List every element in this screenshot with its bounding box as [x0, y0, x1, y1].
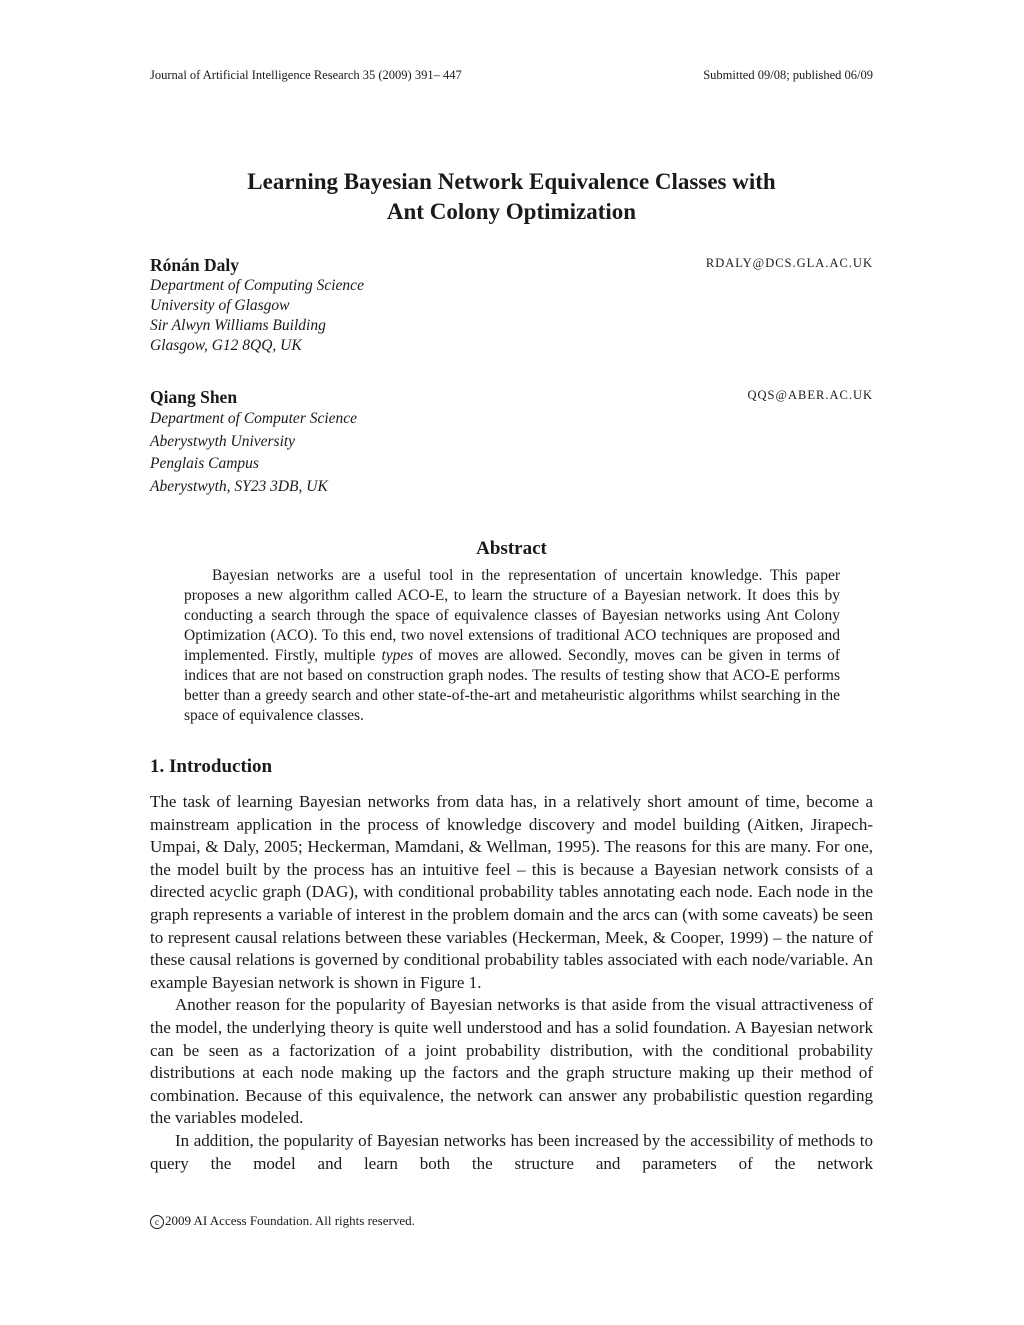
author-block-1	[150, 254, 873, 356]
paper-title	[150, 167, 873, 227]
body-paragraph: The task of learning Bayesian networks from data has, in a relatively short amount of time, become a mainstream application in the process of knowledge discovery and model building (Aitken, Jirapech-Umpai, & Daly, 2005; Heckerman, Mamdani, & Wellman, 1995). The reasons for this are many. For one, the model built by the process has an intuitive feel – this is because a Bayesian network consists of a directed acyclic graph (DAG), with conditional probability tables annotating each node. Each node in the graph represents a variable of interest in the problem domain and the arcs can (with some caveats) be seen to represent causal relations between these variables (Heckerman, Meek, & Cooper, 1999) – the nature of these causal relations is governed by conditional probability tables associated with each node/variable. An example Bayesian network is shown in Figure 1.	[150, 792, 873, 992]
running-header	[150, 68, 873, 83]
submission-dates: Submitted 09/08; published 06/09	[703, 68, 873, 82]
journal-citation: Journal of Artificial Intelligence Research 35 (2009) 391– 447	[150, 68, 462, 82]
affiliation-line: Aberystwyth University	[150, 432, 296, 450]
abstract-text-part-1: Bayesian networks are a useful tool in the representation of uncertain knowledge. This paper proposes a new algorithm called ACO-E, to learn the structure of a Bayesian network. It does this by conducting a search through the space of equivalence classes of Bayesian networks using Ant Colony Optimization (ACO). To this end, two novel extensions of traditional ACO techniques are proposed and implemented. Firstly, multiple	[184, 567, 840, 664]
abstract-text-part-2: of moves are allowed. Secondly, moves can be given in terms of indices that are not based on construction graph nodes. The results of testing show that ACO-E performs better than a greedy search and other state-of-the-art and metaheuristic algorithms whilst searching in the space of equivalence classes.	[184, 647, 841, 724]
affiliation-line: Aberystwyth, SY23 3DB, UK	[150, 478, 328, 496]
title-line-2: Ant Colony Optimization	[386, 199, 637, 224]
body-paragraph: Another reason for the popularity of Bayesian networks is that aside from the visual attractiveness of the model, the underlying theory is quite well understood and has a solid foundation. A Bayesian network can be seen as a factorization of a joint probability distribution, with the conditional probability distributions at each node making up the factors and the graph structure making up their method of combination. Because of this equivalence, the network can answer any probabilistic question regarding the variables modeled.	[150, 995, 873, 1128]
introduction-body	[150, 791, 873, 1175]
author-email[interactable]: QQS@ABER.AC.UK	[747, 388, 873, 402]
author-name: Rónán Daly	[150, 255, 239, 275]
affiliation-line: Department of Computer Science	[150, 410, 358, 427]
affiliation-line: University of Glasgow	[150, 297, 290, 314]
affiliation-line: Department of Computing Science	[150, 277, 364, 294]
section-heading-introduction: 1. Introduction	[150, 756, 273, 777]
copyright-icon: c	[150, 1215, 164, 1229]
title-line-1: Learning Bayesian Network Equivalence Classes with	[247, 169, 776, 194]
copyright-footer	[150, 1213, 415, 1229]
abstract-heading: Abstract	[476, 538, 547, 559]
affiliation-line: Glasgow, G12 8QQ, UK	[150, 337, 302, 354]
affiliation-line: Penglais Campus	[150, 455, 259, 473]
author-email[interactable]: RDALY@DCS.GLA.AC.UK	[705, 256, 873, 270]
abstract-emphasis: types	[381, 647, 414, 664]
author-name: Qiang Shen	[150, 387, 238, 407]
body-paragraph: In addition, the popularity of Bayesian networks has been increased by the accessibility of methods to query the model and learn both the structure and parameters of the network	[150, 1130, 873, 1173]
affiliation-line: Sir Alwyn Williams Building	[150, 317, 326, 334]
abstract-text	[184, 566, 840, 726]
author-block-2	[150, 386, 873, 499]
copyright-text: 2009 AI Access Foundation. All rights reserved.	[165, 1213, 415, 1228]
